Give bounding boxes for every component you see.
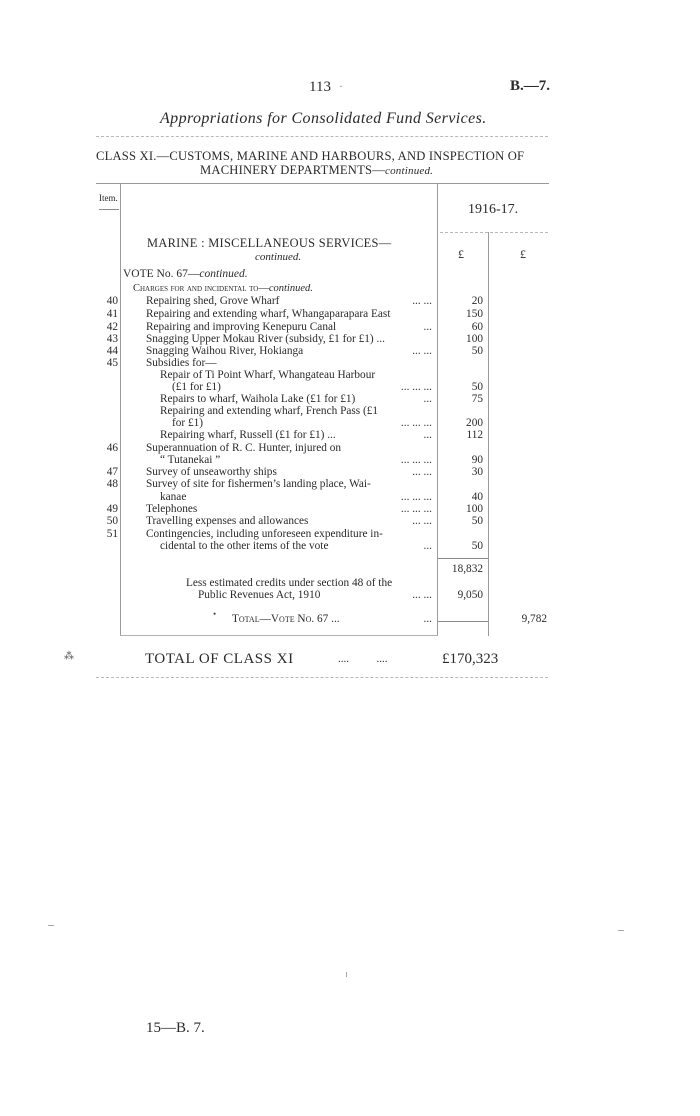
row-amount: 90 bbox=[471, 454, 483, 466]
currency-symbol-col2: £ bbox=[520, 247, 526, 261]
charges-heading bbox=[133, 283, 313, 294]
section-title: MARINE : MISCELLANEOUS SERVICES— bbox=[147, 236, 392, 250]
page-number: 113 bbox=[309, 79, 331, 95]
row-text: Repairing and improving Kenepuru Canal bbox=[146, 321, 337, 333]
row-text: Travelling expenses and allowances bbox=[146, 515, 309, 527]
row-amount: 112 bbox=[466, 429, 483, 441]
class-total-amount: £170,323 bbox=[442, 651, 499, 667]
page-title: Appropriations for Consolidated Fund Services. bbox=[160, 110, 487, 127]
row-amount: 100 bbox=[466, 333, 483, 345]
row-leader: ... ... bbox=[412, 466, 432, 478]
title-rule bbox=[96, 136, 548, 137]
row-description bbox=[146, 503, 432, 515]
less-credits-line2 bbox=[198, 589, 432, 601]
class-heading-line2 bbox=[200, 163, 433, 178]
subsidy-text: for £1) bbox=[172, 417, 204, 429]
item-header-underline bbox=[99, 209, 119, 210]
row-description bbox=[146, 295, 432, 307]
table-top-rule bbox=[96, 183, 549, 184]
less-credits-amount: 9,050 bbox=[457, 589, 483, 601]
row-description bbox=[146, 478, 432, 490]
row-leader: ... bbox=[423, 393, 432, 405]
item-number: 46 bbox=[106, 442, 118, 454]
row-text: Snagging Upper Mokau River (subsidy, £1 for £1) ... bbox=[146, 333, 385, 345]
row-amount: 40 bbox=[471, 491, 483, 503]
item-number: 40 bbox=[106, 295, 118, 307]
vote-heading-main: VOTE No. 67— bbox=[123, 268, 200, 280]
subsidy-text: Repairs to wharf, Waihola Lake (£1 for £1) bbox=[160, 393, 356, 405]
row-leader: ... ... bbox=[412, 295, 432, 307]
class-heading-line1: CLASS XI.—CUSTOMS, MARINE AND HARBOURS, AND INSPECTION OF bbox=[96, 149, 525, 163]
vote-total-text: Total—Vote No. 67 ... bbox=[232, 613, 340, 625]
total-column-divider bbox=[488, 232, 489, 636]
item-number: 42 bbox=[106, 321, 118, 333]
row-leader: ... ... bbox=[412, 589, 432, 601]
row-amount: 50 bbox=[471, 515, 483, 527]
subsidy-line-cont bbox=[172, 381, 432, 393]
vote-total-label bbox=[232, 613, 432, 625]
subsidy-text: (£1 for £1) bbox=[172, 381, 221, 393]
row-amount: 75 bbox=[471, 393, 483, 405]
row-amount: 50 bbox=[471, 345, 483, 357]
vote-heading-continued: continued. bbox=[199, 268, 248, 280]
row-leader: ... bbox=[423, 540, 432, 552]
row-description-cont bbox=[160, 540, 432, 552]
row-text: Contingencies, including unforeseen expenditure in- bbox=[146, 528, 383, 540]
class-heading-line2-italic: continued. bbox=[385, 165, 434, 177]
row-description bbox=[146, 515, 432, 527]
currency-symbol-col1: £ bbox=[458, 247, 464, 261]
row-description bbox=[146, 345, 432, 357]
less-credits-line1: Less estimated credits under section 48 of the bbox=[186, 577, 393, 589]
subsidy-line bbox=[160, 429, 432, 441]
row-text: Snagging Waihou River, Hokianga bbox=[146, 345, 304, 357]
row-amount: 60 bbox=[471, 321, 483, 333]
item-number: 45 bbox=[106, 357, 118, 369]
row-leader: ... ... ... bbox=[400, 417, 432, 429]
charges-heading-continued: continued. bbox=[268, 283, 313, 294]
total-bullet: • bbox=[213, 609, 217, 619]
row-description bbox=[146, 442, 432, 454]
row-description-cont bbox=[160, 491, 432, 503]
item-number: 44 bbox=[106, 345, 118, 357]
row-leader: ... ... ... bbox=[400, 381, 432, 393]
row-amount: 20 bbox=[471, 295, 483, 307]
row-description bbox=[146, 528, 432, 540]
row-text: cidental to the other items of the vote bbox=[160, 540, 329, 552]
class-heading-line2-main: MACHINERY DEPARTMENTS— bbox=[200, 163, 385, 177]
row-leader: ... bbox=[423, 613, 432, 625]
row-text: Repairing shed, Grove Wharf bbox=[146, 295, 280, 307]
row-amount: 150 bbox=[466, 308, 483, 320]
vote-total-amount: 9,782 bbox=[521, 613, 547, 625]
row-text: “ Tutanekai ” bbox=[160, 454, 221, 466]
row-leader: ... bbox=[423, 321, 432, 333]
row-leader: ... ... bbox=[412, 345, 432, 357]
row-amount: 30 bbox=[471, 466, 483, 478]
row-text: Telephones bbox=[146, 503, 198, 515]
row-leader: ... ... ... bbox=[400, 503, 432, 515]
row-amount: 50 bbox=[471, 381, 483, 393]
row-description bbox=[146, 466, 432, 478]
year-underline bbox=[440, 232, 548, 233]
row-leader: ... ... ... bbox=[400, 454, 432, 466]
subtotal-amount: 18,832 bbox=[451, 563, 483, 575]
item-number: 50 bbox=[106, 515, 118, 527]
row-leader: ... ... ... bbox=[400, 491, 432, 503]
amount-column-divider bbox=[437, 184, 438, 636]
item-number: 51 bbox=[106, 528, 118, 540]
margin-mark: ⁂ bbox=[64, 651, 74, 662]
row-description-cont bbox=[160, 454, 432, 466]
class-total-rule bbox=[96, 677, 548, 678]
row-text: Survey of unseaworthy ships bbox=[146, 466, 277, 478]
print-mark bbox=[48, 925, 54, 926]
item-number: 43 bbox=[106, 333, 118, 345]
subsidy-text: Repairing wharf, Russell (£1 for £1) ... bbox=[160, 429, 336, 441]
year-header: 1916-17. bbox=[468, 202, 519, 217]
row-leader: ... bbox=[423, 429, 432, 441]
less-credits-text: Public Revenues Act, 1910 bbox=[198, 589, 321, 601]
subsidy-text: Repair of Ti Point Wharf, Whangateau Harbour bbox=[160, 369, 376, 381]
item-number: 47 bbox=[106, 466, 118, 478]
subsidy-line bbox=[160, 369, 432, 381]
print-mark bbox=[346, 972, 347, 977]
row-leader: ... ... bbox=[412, 515, 432, 527]
row-amount: 50 bbox=[471, 540, 483, 552]
row-description bbox=[146, 333, 432, 345]
item-number: 48 bbox=[106, 478, 118, 490]
row-text: kanae bbox=[160, 491, 187, 503]
document-reference: B.—7. bbox=[510, 78, 551, 94]
class-total-leader: .... .... bbox=[338, 653, 388, 665]
row-amount: 200 bbox=[466, 417, 483, 429]
section-title-continued: continued. bbox=[255, 251, 302, 263]
row-text: Repairing and extending wharf, Whangaparapara East bbox=[146, 308, 391, 320]
row-amount: 100 bbox=[466, 503, 483, 515]
item-number: 49 bbox=[106, 503, 118, 515]
subsidy-line-cont bbox=[172, 417, 432, 429]
total-rule bbox=[438, 621, 488, 622]
vote-heading bbox=[123, 268, 248, 280]
item-column-divider bbox=[120, 184, 121, 636]
subsidy-line bbox=[160, 405, 432, 417]
row-text: Survey of site for fishermen’s landing place, Wai- bbox=[146, 478, 371, 490]
subsidy-line bbox=[160, 393, 432, 405]
header-dot: · bbox=[339, 79, 343, 93]
item-column-header: Item. bbox=[99, 193, 118, 203]
charges-heading-main: Charges for and incidental to— bbox=[133, 283, 269, 294]
item-number: 41 bbox=[106, 308, 118, 320]
class-total-label: TOTAL OF CLASS XI bbox=[145, 651, 294, 667]
row-text: Superannuation of R. C. Hunter, injured on bbox=[146, 442, 342, 454]
row-text: Subsidies for— bbox=[146, 357, 217, 369]
row-description bbox=[146, 357, 432, 369]
table-bottom-rule bbox=[120, 635, 438, 636]
footer-reference: 15—B. 7. bbox=[146, 1020, 205, 1036]
subsidy-text: Repairing and extending wharf, French Pass (£1 bbox=[160, 405, 379, 417]
row-description bbox=[146, 321, 432, 333]
row-description bbox=[146, 308, 432, 320]
subtotal-rule bbox=[438, 558, 488, 559]
print-mark bbox=[618, 930, 624, 931]
